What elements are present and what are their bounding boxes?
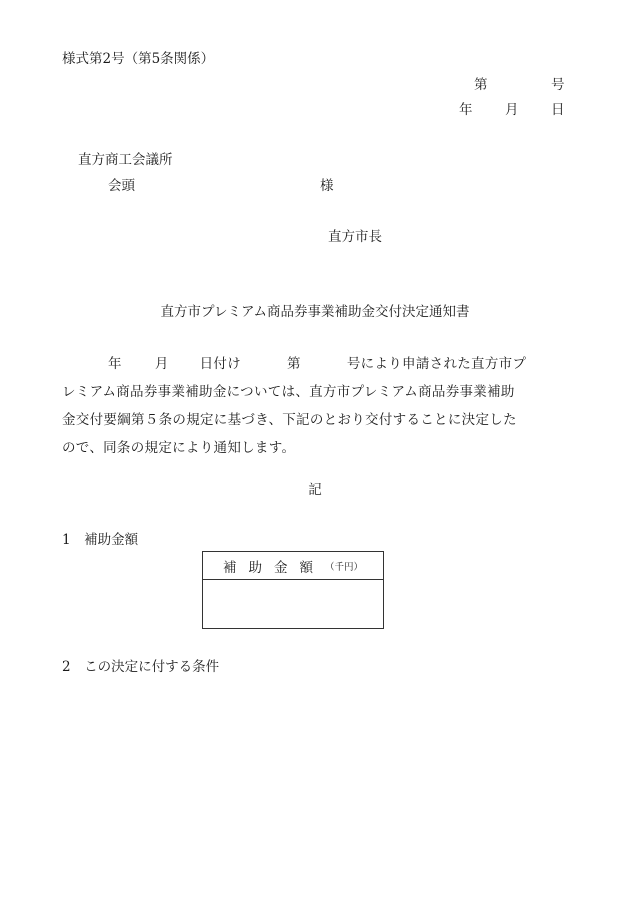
body-date-year: 年	[108, 356, 122, 372]
body-paragraph	[62, 350, 562, 462]
body-line-4: ので、同条の規定により通知します。	[62, 440, 296, 456]
subsidy-amount-unit: （千円）	[324, 561, 363, 573]
issue-date-day: 日	[551, 102, 565, 118]
body-number-prefix: 第	[287, 356, 301, 372]
body-line-1-rest: 号により申請された直方市プ	[346, 356, 527, 372]
item-1-label: 1 補助金額	[62, 532, 139, 548]
subsidy-amount-table	[202, 551, 384, 629]
body-line-3: 金交付要綱第５条の規定に基づき、下記のとおり交付することに決定した	[62, 412, 517, 428]
addressee-organization: 直方商工会議所	[78, 152, 173, 168]
body-line-1	[62, 350, 562, 378]
addressee-honorific: 様	[320, 178, 334, 194]
form-number: 様式第2号（第5条関係）	[62, 51, 215, 67]
subsidy-amount-cell	[203, 580, 383, 628]
document-title: 直方市プレミアム商品券事業補助金交付決定通知書	[160, 304, 470, 320]
body-line-2: レミアム商品券事業補助金については、直方市プレミアム商品券事業補助	[62, 384, 515, 400]
subsidy-amount-header	[203, 552, 383, 580]
body-date-dated: 日付け	[199, 356, 242, 372]
document-number-suffix: 号	[551, 77, 565, 93]
subsidy-amount-header-label: 補助金額	[222, 559, 325, 576]
sender: 直方市長	[328, 229, 382, 245]
issue-date-year: 年	[459, 102, 473, 118]
document-number-prefix: 第	[474, 77, 488, 93]
addressee-title: 会頭	[108, 178, 135, 194]
ki-heading: 記	[308, 482, 322, 498]
issue-date-month: 月	[505, 102, 519, 118]
body-date-month: 月	[154, 356, 169, 372]
item-2-label: 2 この決定に付する条件	[62, 659, 220, 675]
